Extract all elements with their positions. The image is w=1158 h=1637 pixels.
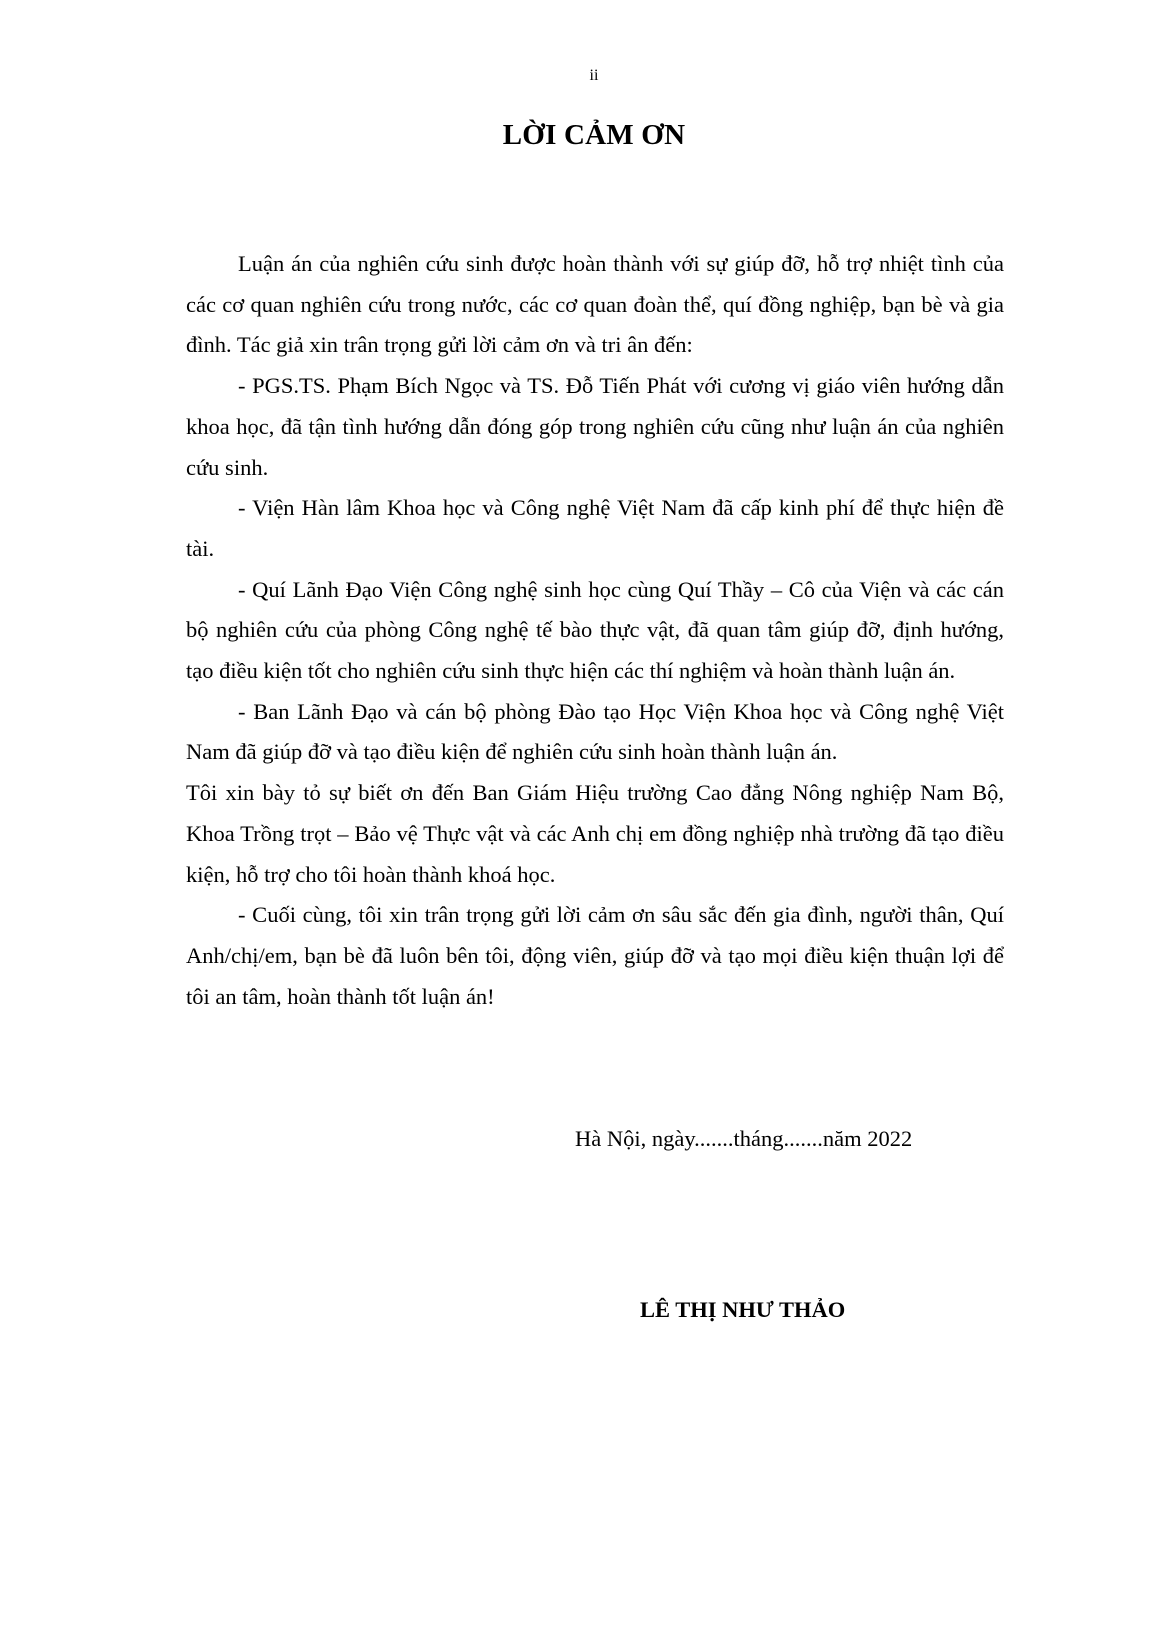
page-number: ii xyxy=(589,67,599,84)
intro-paragraph: Luận án của nghiên cứu sinh được hoàn thành với sự giúp đỡ, hỗ trợ nhiệt tình của các cơ quan nghiên cứu trong nước, các cơ quan đoàn thể, quí đồng nghiệp, bạn bè và gia đình. Tác giả xin trân trọng gửi lời cảm ơn và tri ân đến: xyxy=(186,251,1004,358)
acknowledgement-body xyxy=(186,244,1004,1017)
author-signature-name: LÊ THỊ NHƯ THẢO xyxy=(640,1297,846,1322)
thanks-academy-paragraph: - Viện Hàn lâm Khoa học và Công nghệ Việt Nam đã cấp kinh phí để thực hiện đề tài. xyxy=(186,495,1004,561)
thanks-supervisors-paragraph: - PGS.TS. Phạm Bích Ngọc và TS. Đỗ Tiến Phát với cương vị giáo viên hướng dẫn khoa học, đã tận tình hướng dẫn đóng góp trong nghiên cứu cũng như luận án của nghiên cứu sinh. xyxy=(186,373,1004,480)
thanks-training-office-paragraph: - Ban Lãnh Đạo và cán bộ phòng Đào tạo Học Viện Khoa học và Công nghệ Việt Nam đã giúp đỡ và tạo điều kiện để nghiên cứu sinh hoàn thành luận án. xyxy=(186,698,1004,765)
thanks-family-paragraph: - Cuối cùng, tôi xin trân trọng gửi lời cảm ơn sâu sắc đến gia đình, người thân, Quí Anh/chị/em, bạn bè đã luôn bên tôi, động viên, giúp đỡ và tạo mọi điều kiện thuận lợi để tôi an tâm, hoàn thành tốt luận án! xyxy=(186,902,1004,1009)
date-line: Hà Nội, ngày.......tháng.......năm 2022 xyxy=(575,1126,913,1151)
thanks-institute-paragraph: - Quí Lãnh Đạo Viện Công nghệ sinh học cùng Quí Thầy – Cô của Viện và các cán bộ nghiên cứu của phòng Công nghệ tế bào thực vật, đã quan tâm giúp đỡ, định hướng, tạo điều kiện tốt cho nghiên cứu sinh thực hiện các thí nghiệm và hoàn thành luận án. xyxy=(186,576,1004,684)
thanks-college-paragraph: Tôi xin bày tỏ sự biết ơn đến Ban Giám Hiệu trường Cao đẳng Nông nghiệp Nam Bộ, Khoa Trồng trọt – Bảo vệ Thực vật và các Anh chị em đồng nghiệp nhà trường đã tạo điều kiện, hỗ trợ cho tôi hoàn thành khoá học. xyxy=(186,780,1004,887)
page-title: LỜI CẢM ƠN xyxy=(502,119,686,151)
